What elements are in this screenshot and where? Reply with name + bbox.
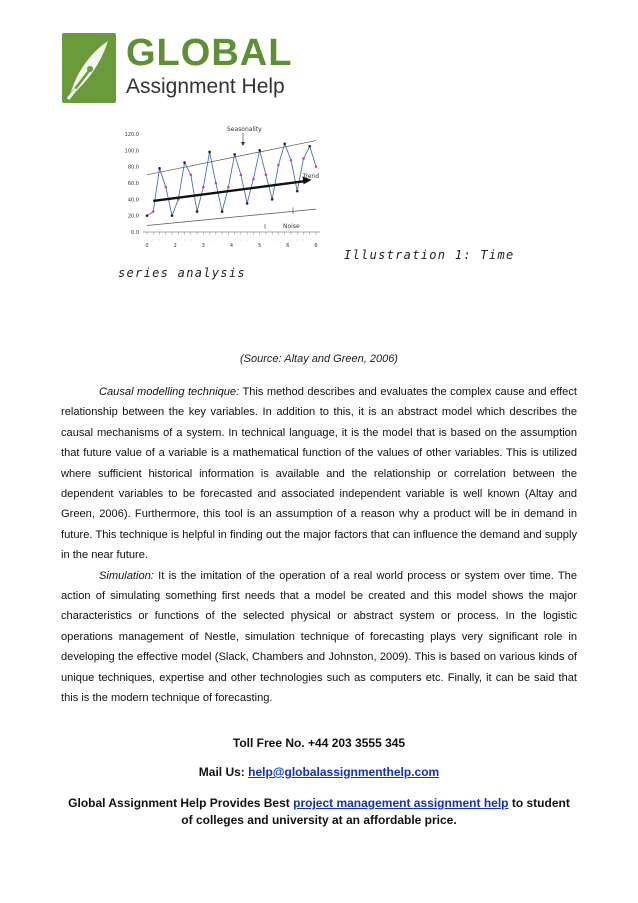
x-tick-label: ◦: [214, 238, 217, 242]
time-series-chart: [115, 122, 330, 250]
data-point: [258, 149, 261, 152]
x-tick-label: ◦: [164, 238, 167, 242]
x-group-label: 5: [258, 243, 262, 249]
data-point: [240, 174, 243, 177]
paragraph-simulation: [61, 566, 577, 709]
trend-arrow: [153, 181, 303, 201]
x-tick-label: ◦: [239, 238, 242, 242]
pen-nib-logo-icon: [62, 33, 116, 103]
x-tick-label: ◦: [264, 238, 267, 242]
promo-after: to student of colleges and university at an affordable price.: [181, 796, 570, 827]
paragraph-causal-modelling: [61, 382, 577, 566]
annotation-seasonality: Seasonality: [227, 126, 262, 133]
data-point: [265, 174, 268, 177]
data-point: [252, 178, 255, 181]
x-tick-label: ◦: [289, 238, 293, 242]
data-point: [302, 157, 305, 160]
y-tick-label: 0.0: [131, 230, 139, 236]
data-point: [196, 210, 199, 213]
data-point: [227, 186, 230, 189]
x-group-label: 6: [286, 243, 290, 249]
x-tick-label: ◦: [271, 238, 274, 242]
data-point: [208, 151, 211, 154]
data-point: [315, 165, 318, 168]
data-point: [308, 145, 311, 148]
x-tick-label: ◦: [227, 238, 230, 242]
x-tick-label: ◦: [202, 238, 205, 242]
x-tick-label: ◦: [302, 238, 305, 242]
illustration-caption-line2: series analysis: [118, 266, 246, 280]
seasonality-pointer-head: [241, 142, 245, 146]
data-point: [158, 167, 161, 170]
y-tick-label: 100.0: [124, 148, 139, 155]
mail-line: [61, 765, 577, 779]
logo: [62, 33, 302, 111]
x-group-label: 2: [173, 243, 177, 249]
y-tick-label: 40.0: [127, 197, 139, 204]
x-group-label: 6: [314, 243, 318, 249]
x-tick-label: ◦: [283, 238, 286, 242]
x-tick-label: ◦: [189, 238, 192, 242]
x-tick-label: ◦: [252, 238, 255, 242]
data-point: [215, 182, 218, 185]
term-causal-modelling: Causal modelling technique:: [99, 386, 240, 398]
data-point: [164, 186, 167, 189]
x-tick-label: ◦: [233, 238, 236, 242]
data-point: [152, 210, 155, 213]
data-point: [290, 159, 293, 162]
x-tick-label: ◦: [152, 238, 155, 242]
illustration-caption-line1: Illustration 1: Time: [344, 248, 515, 262]
x-tick-label: ◦: [221, 238, 224, 242]
promo-text: [61, 795, 577, 829]
data-point: [271, 198, 274, 201]
promo-before: Global Assignment Help Provides Best: [68, 796, 294, 810]
series-line: [147, 144, 316, 216]
x-tick-label: ◦: [308, 238, 311, 242]
annotation-noise: Noise: [283, 223, 300, 230]
x-tick-label: ◦: [258, 238, 261, 242]
x-group-label: 0: [145, 243, 149, 249]
data-point: [202, 186, 205, 189]
data-point: [283, 143, 286, 146]
data-point: [296, 190, 299, 193]
paragraph-text: It is the imitation of the operation of a real world process or system over time. The action of simulating something first needs that a model be created and this model shows the major characteristics or functions of the selected physical or abstract system or process. In the logistic operations management of Nestle, simulation technique of forecasting plays very significant role in developing the effective model (Slack, Chambers and Johnston, 2009). This is based on various kinds of unique techniques, expertise and other technologies such as computers etc. Finally, it can be said that this is the modern technique of forecasting.: [61, 569, 577, 705]
data-point: [190, 174, 193, 177]
term-simulation: Simulation:: [99, 569, 154, 582]
annotation-trend: Trend: [302, 173, 319, 181]
x-tick-label: ◦: [246, 238, 249, 242]
paragraph-text: This method describes and evaluates the complex cause and effect relationship between the key variables. In addition to this, it is an abstract model which describes the causal mechanisms of a system. In technical language, it is the model that is based on the assumption that future value of a variable is a mathematical function of the values of other variables. This is utilized where sufficient historical information is available and the relationship or correlation between the dependent variables to be forecasted and associated independent variable is well known (Altay and Green, 2006). Furthermore, this tool is an assumption of a reason why a product will be in demand in future. This technique is helpful in finding out the major factors that can influence the demand and supply in the near future.: [61, 386, 577, 562]
x-group-label: 3: [201, 243, 205, 249]
data-point: [183, 161, 186, 164]
figure-source: (Source: Altay and Green, 2006): [240, 353, 398, 365]
x-tick-label: ◦: [196, 238, 199, 242]
x-tick-label: ◦: [170, 238, 174, 242]
x-tick-label: ◦: [296, 238, 299, 242]
y-tick-label: 60.0: [127, 181, 139, 187]
data-point: [146, 214, 149, 217]
y-tick-label: 120.0: [124, 132, 139, 138]
mail-label: Mail Us:: [198, 765, 249, 779]
x-tick-label: ◦: [314, 238, 318, 242]
data-point: [171, 214, 174, 217]
x-tick-label: ◦: [177, 238, 180, 242]
x-tick-label: ◦: [158, 238, 161, 242]
x-group-label: 4: [229, 243, 234, 249]
project-management-help-link[interactable]: project management assignment help: [293, 796, 509, 810]
x-tick-label: ◦: [208, 238, 211, 242]
toll-free-number: Toll Free No. +44 203 3555 345: [232, 736, 406, 750]
body-text: [61, 382, 577, 709]
email-link[interactable]: help@globalassignmenthelp.com: [248, 765, 440, 779]
logo-title: GLOBAL: [126, 32, 293, 74]
data-point: [233, 153, 236, 156]
x-tick-label: ◦: [145, 238, 149, 242]
data-point: [246, 202, 249, 205]
data-point: [277, 164, 280, 167]
data-point: [221, 210, 224, 213]
x-tick-label: ◦: [277, 238, 280, 242]
y-tick-label: 80.0: [127, 164, 139, 171]
y-tick-label: 20.0: [127, 213, 139, 220]
logo-subtitle: Assignment Help: [126, 75, 285, 98]
x-tick-label: ◦: [183, 238, 186, 242]
